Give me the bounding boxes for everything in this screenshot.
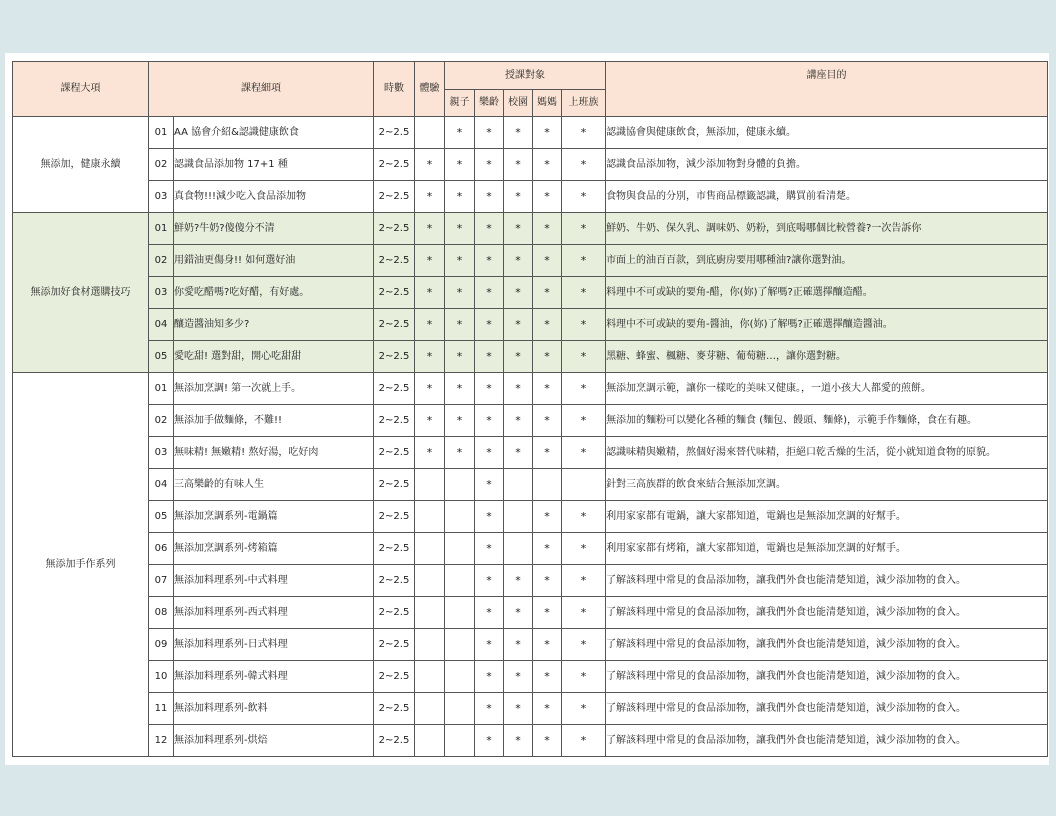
course-number: 03 bbox=[149, 181, 174, 213]
course-purpose: 黑糖、蜂蜜、楓糖、麥芽糖、葡萄糖…，讓你選對糖。 bbox=[606, 341, 1048, 373]
course-number: 04 bbox=[149, 469, 174, 501]
course-purpose: 了解該料理中常見的食品添加物，讓我們外食也能清楚知道，減少添加物的食入。 bbox=[606, 597, 1048, 629]
audience-mark: * bbox=[533, 629, 562, 661]
course-hours: 2~2.5 bbox=[374, 309, 415, 341]
experience-mark: * bbox=[415, 181, 445, 213]
table-body bbox=[13, 117, 1048, 757]
audience-mark: * bbox=[504, 661, 533, 693]
audience-mark: * bbox=[475, 309, 504, 341]
course-hours: 2~2.5 bbox=[374, 213, 415, 245]
course-purpose: 無添加的麵粉可以變化各種的麵食 (麵包、饅頭、麵條)，示範手作麵條，食在有趣。 bbox=[606, 405, 1048, 437]
course-hours: 2~2.5 bbox=[374, 469, 415, 501]
audience-mark: * bbox=[562, 373, 606, 405]
course-purpose: 了解該料理中常見的食品添加物，讓我們外食也能清楚知道，減少添加物的食入。 bbox=[606, 693, 1048, 725]
experience-mark bbox=[415, 533, 445, 565]
audience-mark bbox=[445, 501, 475, 533]
audience-mark: * bbox=[475, 373, 504, 405]
course-hours: 2~2.5 bbox=[374, 693, 415, 725]
course-title: 無添加烹調系列-電鍋篇 bbox=[174, 501, 374, 533]
audience-mark: * bbox=[562, 213, 606, 245]
course-purpose: 料理中不可或缺的要角-醋，你(妳)了解嗎?正確選擇釀造醋。 bbox=[606, 277, 1048, 309]
course-number: 07 bbox=[149, 565, 174, 597]
audience-mark bbox=[445, 661, 475, 693]
audience-mark: * bbox=[445, 149, 475, 181]
course-title: 認識食品添加物 17+1 種 bbox=[174, 149, 374, 181]
audience-mark: * bbox=[475, 725, 504, 757]
audience-mark: * bbox=[475, 501, 504, 533]
audience-mark bbox=[445, 629, 475, 661]
audience-mark: * bbox=[475, 629, 504, 661]
course-purpose: 無添加烹調示範，讓你一樣吃的美味又健康。，一道小孩大人都愛的煎餅。 bbox=[606, 373, 1048, 405]
table-row bbox=[13, 245, 1048, 277]
audience-mark: * bbox=[504, 149, 533, 181]
table-row bbox=[13, 341, 1048, 373]
course-number: 04 bbox=[149, 309, 174, 341]
course-number: 11 bbox=[149, 693, 174, 725]
experience-mark: * bbox=[415, 245, 445, 277]
audience-mark: * bbox=[533, 405, 562, 437]
audience-mark: * bbox=[504, 565, 533, 597]
audience-mark: * bbox=[562, 341, 606, 373]
audience-mark: * bbox=[475, 437, 504, 469]
course-number: 02 bbox=[149, 405, 174, 437]
audience-mark: * bbox=[445, 117, 475, 149]
table-row bbox=[13, 469, 1048, 501]
audience-mark: * bbox=[475, 533, 504, 565]
experience-mark: * bbox=[415, 277, 445, 309]
course-title: 無味精! 無嫩精! 熬好湯，吃好肉 bbox=[174, 437, 374, 469]
header-category: 課程大項 bbox=[13, 62, 149, 117]
document-page bbox=[5, 53, 1049, 765]
table-row bbox=[13, 181, 1048, 213]
audience-mark: * bbox=[562, 597, 606, 629]
category-cell: 無添加好食材選購技巧 bbox=[13, 213, 149, 373]
experience-mark: * bbox=[415, 149, 445, 181]
audience-mark bbox=[504, 501, 533, 533]
audience-mark: * bbox=[504, 597, 533, 629]
audience-mark bbox=[504, 469, 533, 501]
course-hours: 2~2.5 bbox=[374, 341, 415, 373]
course-hours: 2~2.5 bbox=[374, 629, 415, 661]
audience-mark bbox=[445, 533, 475, 565]
experience-mark: * bbox=[415, 437, 445, 469]
course-purpose: 認識協會與健康飲食，無添加，健康永續。 bbox=[606, 117, 1048, 149]
audience-mark bbox=[445, 469, 475, 501]
audience-mark: * bbox=[562, 565, 606, 597]
course-number: 03 bbox=[149, 277, 174, 309]
course-hours: 2~2.5 bbox=[374, 181, 415, 213]
course-table bbox=[12, 61, 1048, 757]
audience-mark: * bbox=[445, 437, 475, 469]
audience-mark: * bbox=[562, 117, 606, 149]
audience-mark: * bbox=[445, 341, 475, 373]
header-audience-group: 上班族 bbox=[562, 90, 606, 117]
audience-mark: * bbox=[533, 245, 562, 277]
course-number: 02 bbox=[149, 245, 174, 277]
course-hours: 2~2.5 bbox=[374, 725, 415, 757]
course-purpose: 利用家家都有電鍋，讓大家都知道，電鍋也是無添加烹調的好幫手。 bbox=[606, 501, 1048, 533]
audience-mark: * bbox=[533, 181, 562, 213]
course-hours: 2~2.5 bbox=[374, 597, 415, 629]
course-title: 無添加料理系列-日式料理 bbox=[174, 629, 374, 661]
audience-mark: * bbox=[562, 629, 606, 661]
experience-mark bbox=[415, 693, 445, 725]
course-title: 無添加料理系列-西式料理 bbox=[174, 597, 374, 629]
experience-mark: * bbox=[415, 309, 445, 341]
audience-mark: * bbox=[562, 149, 606, 181]
course-hours: 2~2.5 bbox=[374, 501, 415, 533]
audience-mark: * bbox=[533, 341, 562, 373]
course-purpose: 認識味精與嫩精，熬個好湯來替代味精，拒絕口乾舌燥的生活，從小就知道食物的原貌。 bbox=[606, 437, 1048, 469]
audience-mark: * bbox=[504, 309, 533, 341]
course-purpose: 料理中不可或缺的要角-醬油，你(妳)了解嗎?正確選擇釀造醬油。 bbox=[606, 309, 1048, 341]
audience-mark: * bbox=[504, 245, 533, 277]
audience-mark: * bbox=[533, 565, 562, 597]
audience-mark: * bbox=[445, 373, 475, 405]
course-hours: 2~2.5 bbox=[374, 277, 415, 309]
audience-mark: * bbox=[504, 725, 533, 757]
course-number: 02 bbox=[149, 149, 174, 181]
experience-mark bbox=[415, 565, 445, 597]
course-title: 無添加烹調! 第一次就上手。 bbox=[174, 373, 374, 405]
experience-mark: * bbox=[415, 405, 445, 437]
course-title: 真食物!!!減少吃入食品添加物 bbox=[174, 181, 374, 213]
table-row bbox=[13, 149, 1048, 181]
course-title: 鮮奶?牛奶?傻傻分不清 bbox=[174, 213, 374, 245]
audience-mark: * bbox=[533, 533, 562, 565]
audience-mark: * bbox=[445, 213, 475, 245]
audience-mark: * bbox=[475, 597, 504, 629]
course-title: 你愛吃醋嗎?吃好醋，有好處。 bbox=[174, 277, 374, 309]
course-hours: 2~2.5 bbox=[374, 149, 415, 181]
course-purpose: 了解該料理中常見的食品添加物，讓我們外食也能清楚知道，減少添加物的食入。 bbox=[606, 661, 1048, 693]
table-row bbox=[13, 117, 1048, 149]
audience-mark: * bbox=[533, 149, 562, 181]
course-title: 無添加手做麵條，不難!! bbox=[174, 405, 374, 437]
course-title: 無添加烹調系列-烤箱篇 bbox=[174, 533, 374, 565]
course-title: 用錯油更傷身!! 如何選好油 bbox=[174, 245, 374, 277]
audience-mark: * bbox=[562, 245, 606, 277]
course-title: 無添加料理系列-韓式料理 bbox=[174, 661, 374, 693]
audience-mark: * bbox=[445, 245, 475, 277]
category-cell: 無添加，健康永續 bbox=[13, 117, 149, 213]
audience-mark: * bbox=[562, 405, 606, 437]
course-purpose: 鮮奶、牛奶、保久乳、調味奶、奶粉，到底喝哪個比較營養?一次告訴你 bbox=[606, 213, 1048, 245]
audience-mark: * bbox=[504, 629, 533, 661]
audience-mark: * bbox=[475, 661, 504, 693]
category-cell: 無添加手作系列 bbox=[13, 373, 149, 757]
table-row bbox=[13, 661, 1048, 693]
audience-mark: * bbox=[475, 693, 504, 725]
experience-mark bbox=[415, 629, 445, 661]
audience-mark bbox=[445, 725, 475, 757]
experience-mark bbox=[415, 117, 445, 149]
course-number: 09 bbox=[149, 629, 174, 661]
audience-mark: * bbox=[504, 277, 533, 309]
table-header bbox=[13, 62, 1048, 117]
audience-mark: * bbox=[504, 437, 533, 469]
experience-mark bbox=[415, 597, 445, 629]
header-experience: 體驗 bbox=[415, 62, 445, 117]
audience-mark: * bbox=[475, 277, 504, 309]
experience-mark: * bbox=[415, 373, 445, 405]
course-hours: 2~2.5 bbox=[374, 437, 415, 469]
course-number: 01 bbox=[149, 213, 174, 245]
header-detail: 課程細項 bbox=[149, 62, 374, 117]
audience-mark: * bbox=[533, 597, 562, 629]
experience-mark: * bbox=[415, 213, 445, 245]
course-purpose: 了解該料理中常見的食品添加物，讓我們外食也能清楚知道，減少添加物的食入。 bbox=[606, 725, 1048, 757]
audience-mark: * bbox=[533, 661, 562, 693]
course-purpose: 針對三高族群的飲食來結合無添加烹調。 bbox=[606, 469, 1048, 501]
header-hours: 時數 bbox=[374, 62, 415, 117]
audience-mark: * bbox=[533, 501, 562, 533]
audience-mark: * bbox=[533, 213, 562, 245]
course-title: AA 協會介紹&認識健康飲食 bbox=[174, 117, 374, 149]
course-hours: 2~2.5 bbox=[374, 117, 415, 149]
course-number: 08 bbox=[149, 597, 174, 629]
header-audience-group: 親子 bbox=[445, 90, 475, 117]
course-number: 01 bbox=[149, 117, 174, 149]
table-row bbox=[13, 437, 1048, 469]
course-number: 03 bbox=[149, 437, 174, 469]
audience-mark: * bbox=[562, 693, 606, 725]
audience-mark: * bbox=[445, 181, 475, 213]
course-purpose: 利用家家都有烤箱，讓大家都知道，電鍋也是無添加烹調的好幫手。 bbox=[606, 533, 1048, 565]
audience-mark: * bbox=[533, 373, 562, 405]
course-hours: 2~2.5 bbox=[374, 373, 415, 405]
table-row bbox=[13, 373, 1048, 405]
table-row bbox=[13, 405, 1048, 437]
audience-mark: * bbox=[475, 149, 504, 181]
course-hours: 2~2.5 bbox=[374, 245, 415, 277]
audience-mark: * bbox=[504, 693, 533, 725]
header-purpose: 講座目的 bbox=[606, 62, 1048, 117]
audience-mark: * bbox=[562, 661, 606, 693]
course-purpose: 了解該料理中常見的食品添加物，讓我們外食也能清楚知道，減少添加物的食入。 bbox=[606, 565, 1048, 597]
experience-mark bbox=[415, 469, 445, 501]
table-row bbox=[13, 501, 1048, 533]
course-title: 無添加料理系列-飲料 bbox=[174, 693, 374, 725]
audience-mark: * bbox=[533, 309, 562, 341]
course-number: 10 bbox=[149, 661, 174, 693]
course-purpose: 食物與食品的分別，市售商品標籤認識，購買前看清楚。 bbox=[606, 181, 1048, 213]
audience-mark: * bbox=[475, 341, 504, 373]
audience-mark: * bbox=[562, 725, 606, 757]
audience-mark: * bbox=[562, 181, 606, 213]
course-title: 釀造醬油知多少? bbox=[174, 309, 374, 341]
audience-mark bbox=[445, 597, 475, 629]
audience-mark bbox=[533, 469, 562, 501]
course-title: 三高樂齡的有味人生 bbox=[174, 469, 374, 501]
audience-mark: * bbox=[475, 469, 504, 501]
audience-mark: * bbox=[475, 213, 504, 245]
table-row bbox=[13, 277, 1048, 309]
course-number: 12 bbox=[149, 725, 174, 757]
table-row bbox=[13, 693, 1048, 725]
audience-mark: * bbox=[533, 117, 562, 149]
experience-mark bbox=[415, 661, 445, 693]
audience-mark bbox=[445, 565, 475, 597]
course-number: 06 bbox=[149, 533, 174, 565]
audience-mark: * bbox=[533, 437, 562, 469]
audience-mark: * bbox=[475, 405, 504, 437]
course-number: 05 bbox=[149, 341, 174, 373]
course-hours: 2~2.5 bbox=[374, 661, 415, 693]
course-purpose: 認識食品添加物，減少添加物對身體的負擔。 bbox=[606, 149, 1048, 181]
experience-mark bbox=[415, 725, 445, 757]
audience-mark: * bbox=[445, 277, 475, 309]
audience-mark: * bbox=[533, 725, 562, 757]
audience-mark: * bbox=[504, 117, 533, 149]
course-number: 05 bbox=[149, 501, 174, 533]
audience-mark: * bbox=[475, 565, 504, 597]
course-hours: 2~2.5 bbox=[374, 533, 415, 565]
audience-mark: * bbox=[562, 437, 606, 469]
audience-mark: * bbox=[445, 309, 475, 341]
audience-mark: * bbox=[504, 405, 533, 437]
audience-mark: * bbox=[475, 181, 504, 213]
course-hours: 2~2.5 bbox=[374, 565, 415, 597]
audience-mark bbox=[445, 693, 475, 725]
audience-mark: * bbox=[562, 277, 606, 309]
audience-mark: * bbox=[562, 533, 606, 565]
table-row bbox=[13, 565, 1048, 597]
table-row bbox=[13, 597, 1048, 629]
header-audience-group: 樂齡 bbox=[475, 90, 504, 117]
audience-mark bbox=[504, 533, 533, 565]
audience-mark bbox=[562, 469, 606, 501]
audience-mark: * bbox=[445, 405, 475, 437]
header-audience: 授課對象 bbox=[445, 62, 606, 90]
table-row bbox=[13, 309, 1048, 341]
course-title: 無添加料理系列-中式料理 bbox=[174, 565, 374, 597]
audience-mark: * bbox=[504, 181, 533, 213]
course-number: 01 bbox=[149, 373, 174, 405]
audience-mark: * bbox=[475, 117, 504, 149]
header-audience-group: 校園 bbox=[504, 90, 533, 117]
audience-mark: * bbox=[504, 373, 533, 405]
table-row bbox=[13, 533, 1048, 565]
audience-mark: * bbox=[533, 693, 562, 725]
header-audience-group: 媽媽 bbox=[533, 90, 562, 117]
audience-mark: * bbox=[475, 245, 504, 277]
experience-mark: * bbox=[415, 341, 445, 373]
course-purpose: 市面上的油百百款，到底廚房要用哪種油?讓你選對油。 bbox=[606, 245, 1048, 277]
table-row bbox=[13, 213, 1048, 245]
table-row bbox=[13, 725, 1048, 757]
course-purpose: 了解該料理中常見的食品添加物，讓我們外食也能清楚知道，減少添加物的食入。 bbox=[606, 629, 1048, 661]
audience-mark: * bbox=[562, 309, 606, 341]
course-hours: 2~2.5 bbox=[374, 405, 415, 437]
course-title: 愛吃甜! 選對甜，開心吃甜甜 bbox=[174, 341, 374, 373]
course-title: 無添加料理系列-烘焙 bbox=[174, 725, 374, 757]
audience-mark: * bbox=[533, 277, 562, 309]
table-row bbox=[13, 629, 1048, 661]
audience-mark: * bbox=[504, 341, 533, 373]
audience-mark: * bbox=[504, 213, 533, 245]
audience-mark: * bbox=[562, 501, 606, 533]
experience-mark bbox=[415, 501, 445, 533]
